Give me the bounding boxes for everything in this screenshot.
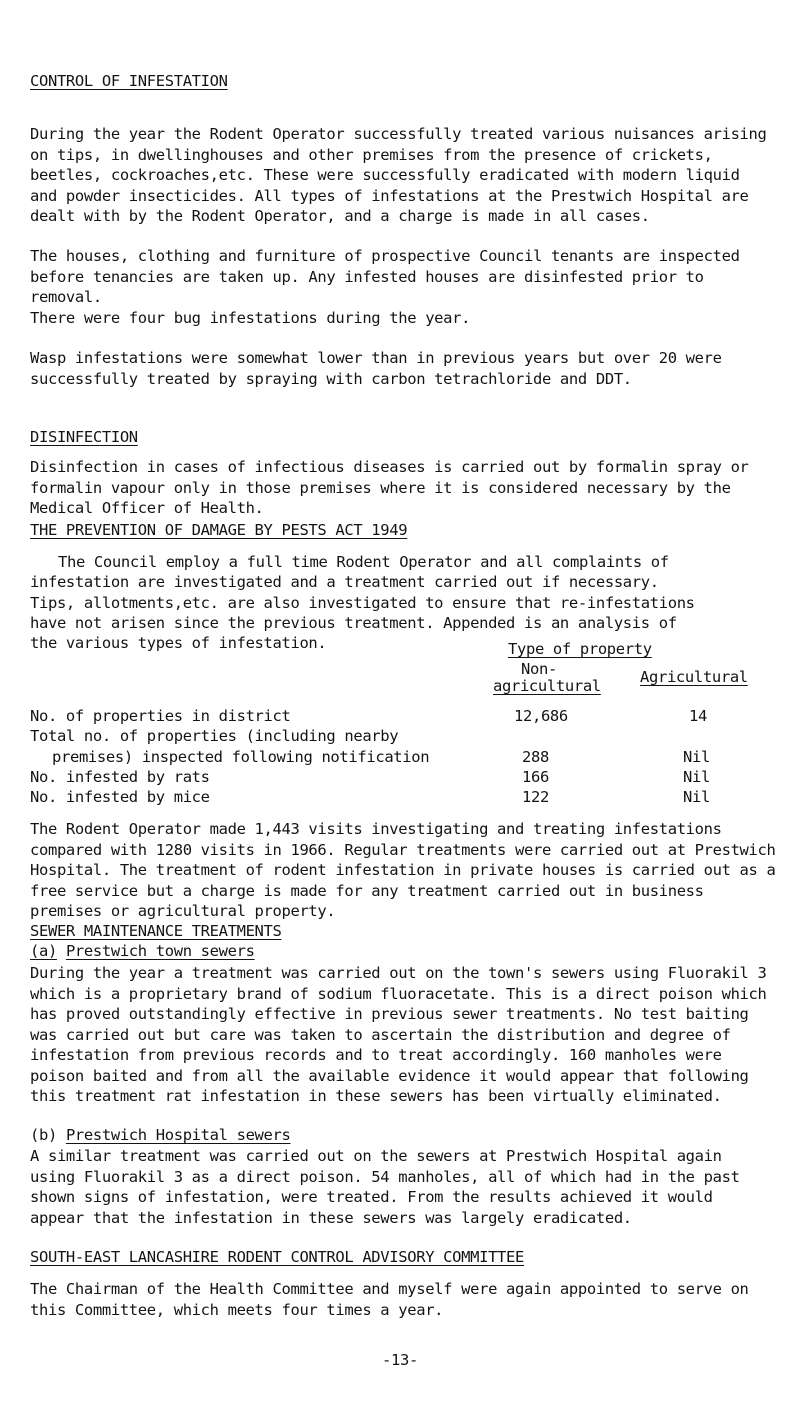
table-cell-non-agricultural: 12,686 [514, 707, 568, 725]
subsection-label: (a) [30, 942, 57, 960]
table-row-label: Total no. of properties (including nearby [30, 727, 399, 745]
paragraph: During the year the Rodent Operator successfully treated various nuisances arising on tips, in dwellinghouses and other premises from the presence of crickets, beetles, cockroaches,etc. These were successfully eradicated with modern liquid and powder insecticides. All types of infestations at the Prestwich Hospital are dealt with by the Rodent Operator, and a charge is made in all cases. [30, 125, 767, 225]
paragraph: A similar treatment was carried out on the sewers at Prestwich Hospital again using Fluorakil 3 as a direct poison. 54 manholes, all of which had in the past shown signs of infestation, were treated. From the results achieved it would appear that the infestation in these sewers was largely eradicated. [30, 1147, 740, 1227]
subsection-heading [30, 1126, 290, 1144]
text-line: The Council employ a full time Rodent Operator and all complaints of [58, 553, 669, 571]
text-line: the various types of infestation. [30, 634, 327, 652]
table-row-label: No. of properties in district [30, 707, 291, 725]
table-row-label: premises) inspected following notification [52, 748, 430, 766]
table-cell-agricultural: Nil [683, 748, 710, 766]
section-heading-pests-act: THE PREVENTION OF DAMAGE BY PESTS ACT 1949 [30, 521, 408, 539]
subsection-title: Prestwich town sewers [65, 942, 255, 960]
paragraph: Wasp infestations were somewhat lower than in previous years but over 20 were successfully treated by spraying with carbon tetrachloride and DDT. [30, 349, 722, 388]
text-line: Tips, allotments,etc. are also investigated to ensure that re-infestations [30, 594, 695, 612]
subsection-label: (b) [30, 1126, 57, 1144]
table-cell-non-agricultural: 122 [522, 788, 549, 806]
section-heading-committee: SOUTH-EAST LANCASHIRE RODENT CONTROL ADVISORY COMMITTEE [30, 1248, 524, 1266]
column-header-non-agricultural: Non- [521, 660, 557, 678]
section-heading-control-infestation: CONTROL OF INFESTATION [30, 72, 228, 90]
table-cell-non-agricultural: 166 [522, 768, 549, 786]
paragraph: The houses, clothing and furniture of prospective Council tenants are inspected before tenancies are taken up. Any infested houses are disinfested prior to removal. [30, 247, 740, 306]
column-header-non-agricultural: agricultural [493, 677, 601, 695]
table-cell-agricultural: 14 [689, 707, 707, 725]
table-cell-non-agricultural: 288 [522, 748, 549, 766]
section-heading-disinfection: DISINFECTION [30, 428, 138, 446]
paragraph: Disinfection in cases of infectious diseases is carried out by formalin spray or formalin vapour only in those premises where it is considered necessary by the Medical Officer of Health. [30, 458, 749, 517]
text-line: have not arisen since the previous treatment. Appended is an analysis of [30, 614, 677, 632]
table-row-label: No. infested by rats [30, 768, 210, 786]
table-group-header: Type of property [508, 640, 652, 658]
paragraph: The Chairman of the Health Committee and myself were again appointed to serve on this Committee, which meets four times a year. [30, 1280, 749, 1319]
paragraph: The Rodent Operator made 1,443 visits investigating and treating infestations compared with 1280 visits in 1966. Regular treatments were carried out at Prestwich Hospital. The treatment of rodent infestation in private houses is carried out as a free service but a charge is made for any treatment carried out in business premises or agricultural property. [30, 820, 776, 920]
paragraph: During the year a treatment was carried out on the town's sewers using Fluorakil 3 which is a proprietary brand of sodium fluoracetate. This is a direct poison which has proved outstandingly effective in previous sewer treatments. No test baiting was carried out but care was taken to ascertain the distribution and degree of infestation from previous records and to treat accordingly. 160 manholes were poison baited and from all the available evidence it would appear that following this treatment rat infestation in these sewers has been virtually eliminated. [30, 964, 767, 1105]
subsection-title: Prestwich Hospital sewers [65, 1126, 291, 1144]
table-row-label: No. infested by mice [30, 788, 210, 806]
section-heading-sewer-maintenance: SEWER MAINTENANCE TREATMENTS [30, 922, 282, 940]
table-cell-agricultural: Nil [683, 788, 710, 806]
paragraph: There were four bug infestations during the year. [30, 309, 471, 327]
page-number: -13- [382, 1351, 418, 1369]
table-cell-agricultural: Nil [683, 768, 710, 786]
subsection-heading [30, 942, 255, 960]
column-header-agricultural: Agricultural [640, 668, 748, 686]
text-line: infestation are investigated and a treatment carried out if necessary. [30, 573, 659, 591]
